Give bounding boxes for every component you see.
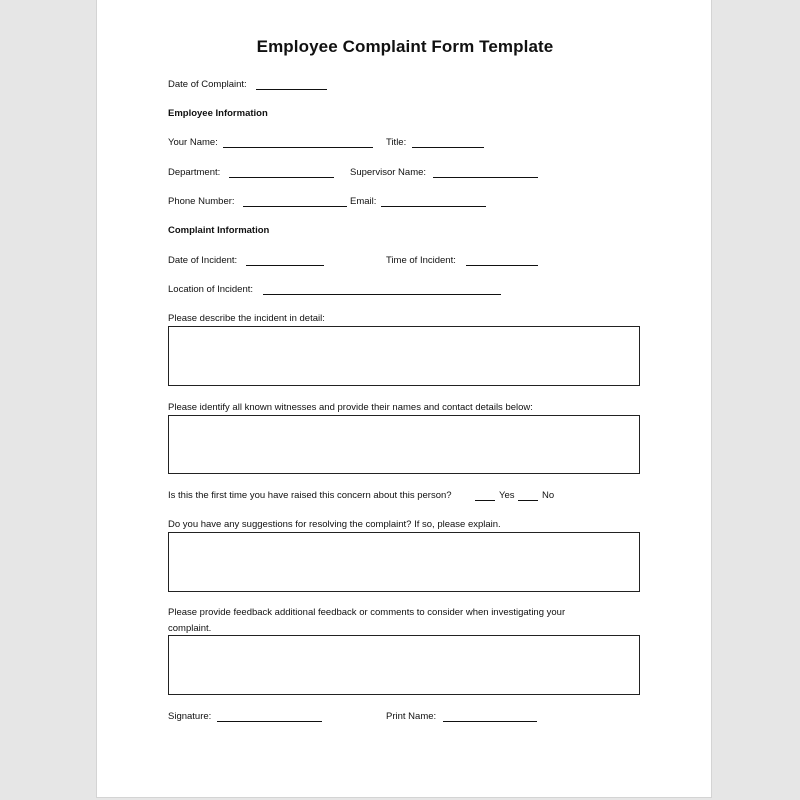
feedback-box[interactable] [168, 635, 640, 695]
complaint-information-heading: Complaint Information [168, 225, 270, 236]
suggestions-box[interactable] [168, 532, 640, 592]
signature-field[interactable] [217, 721, 322, 722]
supervisor-name-field[interactable] [433, 177, 538, 178]
feedback-prompt-line1: Please provide feedback additional feedback or comments to consider when investigating your [168, 607, 566, 618]
time-of-incident-field[interactable] [466, 265, 538, 266]
time-of-incident-label: Time of Incident: [386, 255, 456, 266]
phone-number-field[interactable] [243, 206, 347, 207]
no-answer-field[interactable] [518, 500, 538, 501]
email-field[interactable] [381, 206, 486, 207]
employee-information-heading: Employee Information [168, 108, 268, 119]
yes-label: Yes [499, 490, 515, 501]
department-label: Department: [168, 167, 221, 178]
date-of-complaint-field[interactable] [256, 89, 327, 90]
email-label: Email: [350, 196, 377, 207]
date-of-incident-field[interactable] [246, 265, 324, 266]
date-of-complaint-label: Date of Complaint: [168, 79, 247, 90]
your-name-field[interactable] [223, 147, 373, 148]
yes-answer-field[interactable] [475, 500, 495, 501]
witnesses-prompt: Please identify all known witnesses and provide their names and contact details below: [168, 402, 533, 413]
feedback-prompt-line2: complaint. [168, 623, 212, 634]
document-page [96, 0, 712, 798]
title-label: Title: [386, 137, 407, 148]
department-field[interactable] [229, 177, 334, 178]
title-field[interactable] [412, 147, 484, 148]
form-title: Employee Complaint Form Template [256, 37, 554, 56]
location-of-incident-field[interactable] [263, 294, 501, 295]
print-name-field[interactable] [443, 721, 537, 722]
your-name-label: Your Name: [168, 137, 218, 148]
witnesses-box[interactable] [168, 415, 640, 474]
no-label: No [542, 490, 555, 501]
phone-number-label: Phone Number: [168, 196, 235, 207]
suggestions-prompt: Do you have any suggestions for resolving the complaint? If so, please explain. [168, 519, 501, 530]
signature-label: Signature: [168, 711, 212, 722]
print-name-label: Print Name: [386, 711, 437, 722]
supervisor-name-label: Supervisor Name: [350, 167, 427, 178]
date-of-incident-label: Date of Incident: [168, 255, 238, 266]
incident-description-box[interactable] [168, 326, 640, 386]
first-time-question: Is this the first time you have raised this concern about this person? [168, 490, 452, 501]
location-of-incident-label: Location of Incident: [168, 284, 254, 295]
describe-incident-prompt: Please describe the incident in detail: [168, 313, 325, 324]
